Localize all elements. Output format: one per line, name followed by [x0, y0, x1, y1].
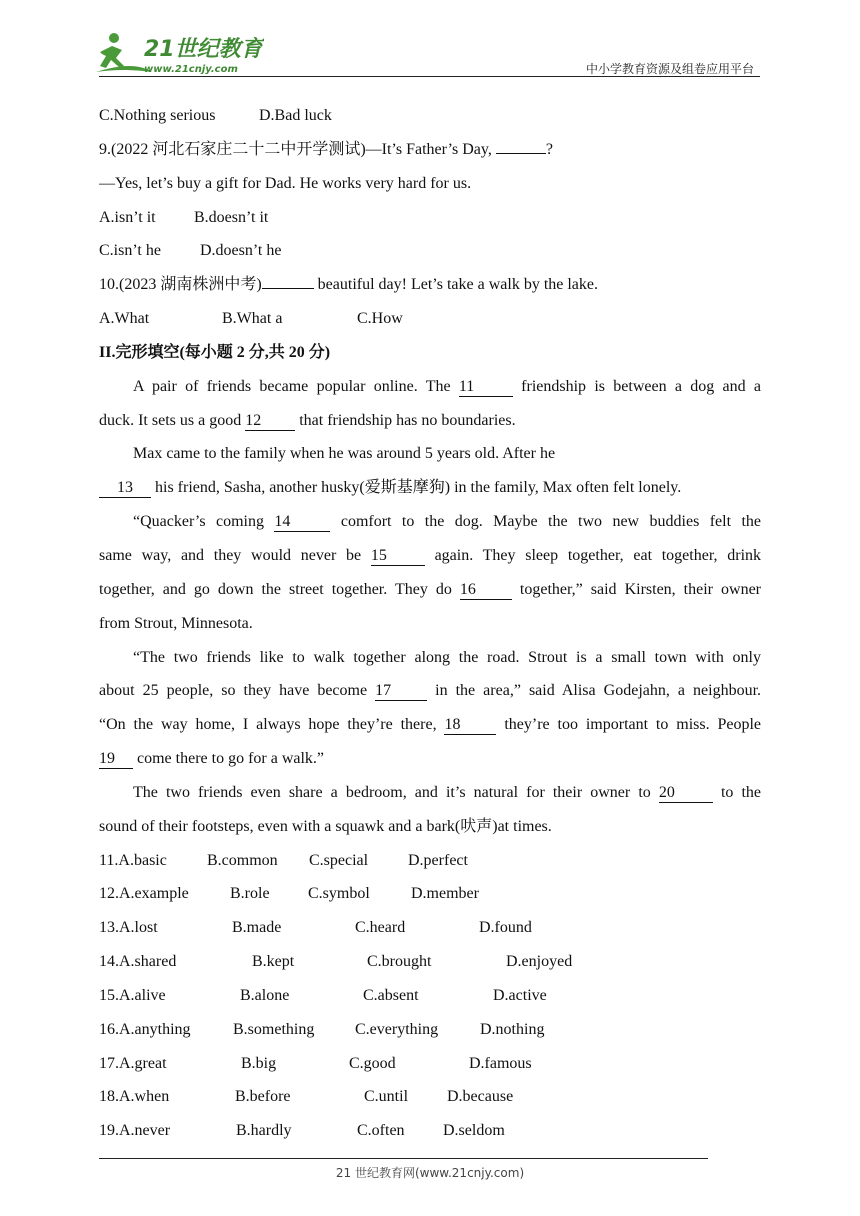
answer-blank: 13 [99, 479, 151, 498]
header-divider [99, 76, 760, 77]
logo [94, 32, 264, 78]
passage-text: in the area,” said Alisa Godejahn, a neighbour. [435, 682, 761, 700]
passage-text: together, and go down the street together. They do [99, 580, 460, 598]
option: 11.A.basic [99, 851, 167, 869]
passage-text: they’re too important to miss. People [504, 716, 761, 734]
document-body [99, 99, 761, 1148]
answer-blank: 12 [245, 412, 295, 431]
passage-text: his friend, Sasha, another husky(爱斯基摩狗) in the family, Max often felt lonely. [155, 479, 682, 497]
option-row [99, 1013, 761, 1047]
passage-line [99, 674, 761, 708]
passage-text: to the [720, 783, 761, 801]
option: B.made [232, 919, 282, 937]
answer-blank: 17 [375, 682, 427, 701]
passage-text: come there to go for a walk.” [137, 750, 325, 768]
option: A.What [99, 310, 150, 328]
option: 16.A.anything [99, 1020, 191, 1038]
answer-blank: 14 [274, 513, 330, 532]
option: C.good [349, 1054, 396, 1072]
option: D.active [493, 986, 547, 1004]
option: 14.A.shared [99, 953, 177, 971]
header-platform-text: 中小学教育资源及组卷应用平台 [585, 62, 754, 76]
answer-blank: 11 [459, 378, 513, 397]
option: D.perfect [408, 851, 468, 869]
option-row [99, 945, 761, 979]
option: C.isn’t he [99, 242, 161, 260]
option: D.seldom [443, 1122, 505, 1140]
passage-line [99, 370, 761, 404]
answer-blank [496, 153, 546, 154]
option-row [99, 1047, 761, 1081]
option-row [99, 1114, 761, 1148]
option: D.member [411, 885, 479, 903]
option: B.What a [222, 310, 283, 328]
passage-line [99, 471, 761, 505]
option: 13.A.lost [99, 919, 158, 937]
option: B.common [207, 851, 278, 869]
answer-blank: 15 [371, 547, 425, 566]
passage-text: The two friends even share a bedroom, and it’s natural for their owner to [133, 783, 659, 801]
passage-line [99, 573, 761, 607]
option-row [99, 911, 761, 945]
logo-text: 21世纪教育 [144, 37, 263, 62]
options-line [99, 99, 761, 133]
logo-url: www.21cnjy.com [144, 64, 238, 75]
options-line [99, 302, 761, 336]
option: B.big [241, 1054, 277, 1072]
question-9 [99, 133, 761, 167]
option: D.because [447, 1088, 514, 1106]
page-header [0, 0, 860, 80]
option: B.role [230, 885, 270, 903]
footer-text: 21 世纪教育网(www.21cnjy.com) [335, 1166, 525, 1180]
option: C.Nothing serious [99, 107, 216, 124]
option: C.brought [367, 953, 432, 971]
option: B.something [233, 1020, 315, 1038]
passage-text: again. They sleep together, eat together, drink [434, 546, 761, 564]
option: B.kept [252, 953, 295, 971]
option: C.often [357, 1122, 405, 1140]
option: D.found [479, 919, 532, 937]
logo-runner-icon [94, 32, 264, 78]
option: C.until [364, 1088, 409, 1106]
passage-text: “On the way home, I always hope they’re there, [99, 716, 445, 734]
option: 15.A.alive [99, 986, 166, 1004]
option: D.nothing [480, 1020, 545, 1038]
answer-blank: 20 [659, 784, 713, 803]
option: C.special [309, 851, 369, 869]
passage-line: Max came to the family when he was around 5 years old. After he [133, 445, 556, 463]
option: D.Bad luck [259, 107, 332, 124]
question-text: 10.(2023 湖南株洲中考) [99, 276, 262, 294]
option: 17.A.great [99, 1054, 167, 1072]
question-suffix: ? [545, 140, 553, 158]
option: D.doesn’t he [200, 242, 282, 260]
passage-text: duck. It sets us a good [99, 411, 246, 429]
option-row [99, 877, 761, 911]
answer-blank [262, 288, 314, 289]
cloze-options [99, 844, 761, 1149]
option: 19.A.never [99, 1122, 171, 1140]
options-line [99, 201, 761, 235]
passage-line [99, 708, 761, 742]
option: C.symbol [308, 885, 370, 903]
passage-line: “The two friends like to walk together along the road. Strout is a small town with only [133, 648, 761, 666]
passage-line [99, 404, 761, 438]
option-row [99, 844, 761, 878]
passage-line [99, 742, 761, 776]
option: 12.A.example [99, 885, 189, 903]
option: B.hardly [236, 1122, 292, 1140]
option: D.famous [469, 1054, 532, 1072]
option: B.alone [240, 986, 290, 1004]
option: C.heard [355, 919, 406, 937]
question-suffix: beautiful day! Let’s take a walk by the lake. [313, 276, 599, 294]
option: D.enjoyed [506, 953, 573, 971]
option: A.isn’t it [99, 208, 156, 226]
options-line [99, 234, 761, 268]
passage-line: from Strout, Minnesota. [99, 614, 253, 632]
passage-text: “Quacker’s coming [133, 513, 275, 531]
passage-text: about 25 people, so they have become [99, 682, 376, 700]
option: 18.A.when [99, 1088, 170, 1106]
passage-line [99, 539, 761, 573]
answer-blank: 18 [444, 716, 496, 735]
option-row [99, 979, 761, 1013]
question-text: 9.(2022 河北石家庄二十二中开学测试)—It’s Father’s Day, [99, 140, 496, 158]
section-heading: II.完形填空(每小题 2 分,共 20 分) [99, 343, 331, 361]
option: C.How [357, 310, 403, 328]
answer-blank: 19 [99, 750, 133, 769]
option: C.absent [363, 986, 419, 1004]
answer-blank: 16 [460, 581, 512, 600]
option: C.everything [355, 1020, 439, 1038]
question-10 [99, 268, 761, 302]
passage-line [99, 776, 761, 810]
passage-text: together,” said Kirsten, their owner [519, 580, 761, 598]
question-9-reply: —Yes, let’s buy a gift for Dad. He works very hard for us. [99, 174, 472, 192]
passage-line: sound of their footsteps, even with a squawk and a bark(吠声)at times. [99, 817, 552, 835]
passage-text: A pair of friends became popular online. The [133, 377, 459, 395]
option: B.doesn’t it [194, 208, 269, 226]
footer-divider [99, 1158, 708, 1159]
passage-text: comfort to the dog. Maybe the two new buddies felt the [340, 513, 761, 531]
passage-text: same way, and they would never be [99, 546, 371, 564]
option-row [99, 1080, 761, 1114]
passage-line [99, 505, 761, 539]
passage-text: friendship is between a dog and a [521, 377, 761, 395]
passage-text: that friendship has no boundaries. [299, 411, 516, 429]
option: B.before [235, 1088, 291, 1106]
